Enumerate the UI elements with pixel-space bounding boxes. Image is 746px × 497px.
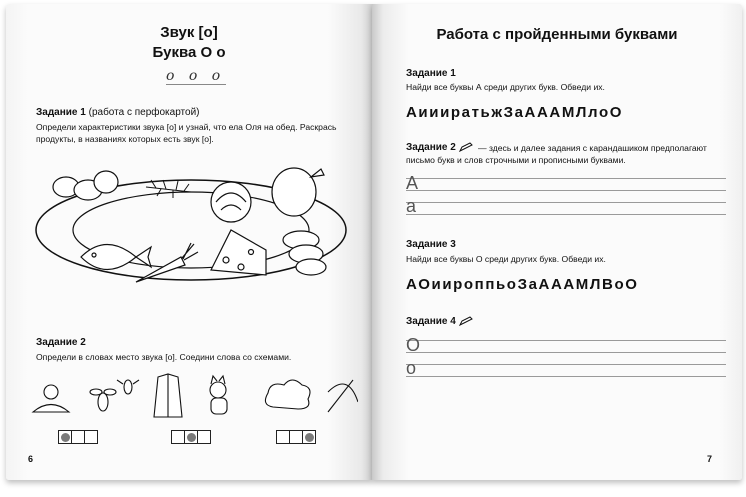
sample-letter-upper: А xyxy=(406,173,419,193)
r-task3-letter-row: АОиироппьоЗаАААМЛВоО xyxy=(406,276,639,293)
task1-label: Задание 1 xyxy=(36,107,86,118)
plate-illustration xyxy=(26,162,356,292)
needle-picture xyxy=(328,380,358,412)
cabbage xyxy=(211,182,251,222)
cheese xyxy=(211,230,266,275)
sample-letter-lower: а xyxy=(406,196,417,216)
sample-letter-lower: о xyxy=(406,358,417,378)
scheme-cell-filled xyxy=(302,430,316,444)
review-title: Работа с пройденными буквами xyxy=(436,26,678,43)
writing-line xyxy=(406,214,726,215)
fish xyxy=(81,245,151,270)
writing-line xyxy=(406,376,726,377)
r-task2-label: Задание 2 xyxy=(406,142,456,153)
writing-line xyxy=(406,364,726,365)
right-page xyxy=(372,4,742,480)
cloud-picture xyxy=(265,380,310,409)
sound-dot xyxy=(187,433,196,442)
lesson-title-letter: Буква О о xyxy=(152,44,226,61)
open-workbook xyxy=(6,4,742,489)
sound-dot xyxy=(305,433,314,442)
writing-line xyxy=(406,352,726,353)
scheme-cell xyxy=(84,430,98,444)
r-task4-heading xyxy=(406,316,473,327)
dill xyxy=(146,180,191,198)
handwriting-sample: о о о xyxy=(166,68,226,84)
lemon xyxy=(272,168,324,216)
task1-heading xyxy=(36,107,200,118)
scheme-cell xyxy=(171,430,185,444)
task2-pictures xyxy=(28,372,358,422)
r-task3-label: Задание 3 xyxy=(406,239,456,250)
left-page xyxy=(6,4,372,480)
r-task3-text: Найди все буквы О среди других букв. Обведи их. xyxy=(406,254,606,264)
lesson-title-sound: Звук [о] xyxy=(160,24,218,41)
wasp-picture xyxy=(90,389,116,411)
r-task1-letter-row: АиииратьжЗаАААМЛлоО xyxy=(406,104,624,121)
scheme-cell xyxy=(71,430,85,444)
writing-line xyxy=(406,190,726,191)
task1-note: (работа с перфокартой) xyxy=(88,107,200,118)
r-task2-text: — здесь и далее задания с карандашиком предполагают письмо букв и слов строчными и прописными буквами. xyxy=(406,143,707,165)
scheme-cell xyxy=(289,430,303,444)
scheme-cell xyxy=(197,430,211,444)
sound-scheme-1 xyxy=(58,430,102,446)
scheme-cell-filled xyxy=(58,430,72,444)
task1-text: Определи характеристики звука [о] и узнай, что ела Оля на обед. Раскрась продукты, в названиях которых есть звук [о]. xyxy=(36,122,337,144)
handwriting-baseline xyxy=(166,84,226,85)
sound-scheme-2 xyxy=(171,430,215,446)
potatoes xyxy=(53,171,118,200)
scheme-cell xyxy=(276,430,290,444)
cat-picture xyxy=(210,376,227,414)
scheme-cell-filled xyxy=(184,430,198,444)
mole-picture xyxy=(33,385,69,412)
writing-line xyxy=(406,202,726,203)
pencil-icon xyxy=(459,316,473,326)
coat-picture xyxy=(154,374,182,417)
r-task1-label: Задание 1 xyxy=(406,68,456,79)
sound-scheme-3 xyxy=(276,430,320,446)
page-number-right: 7 xyxy=(707,454,713,464)
writing-line xyxy=(406,340,726,341)
sample-letter-upper: О xyxy=(406,335,421,355)
sound-dot xyxy=(61,433,70,442)
writing-line xyxy=(406,178,726,179)
r-task4-label: Задание 4 xyxy=(406,316,456,327)
task2-label: Задание 2 xyxy=(36,337,86,348)
page-number-left: 6 xyxy=(28,454,34,464)
mosquito-picture xyxy=(117,380,139,394)
task2-text: Определи в словах место звука [о]. Соедини слова со схемами. xyxy=(36,352,292,362)
r-task1-text: Найди все буквы А среди других букв. Обведи их. xyxy=(406,82,605,92)
